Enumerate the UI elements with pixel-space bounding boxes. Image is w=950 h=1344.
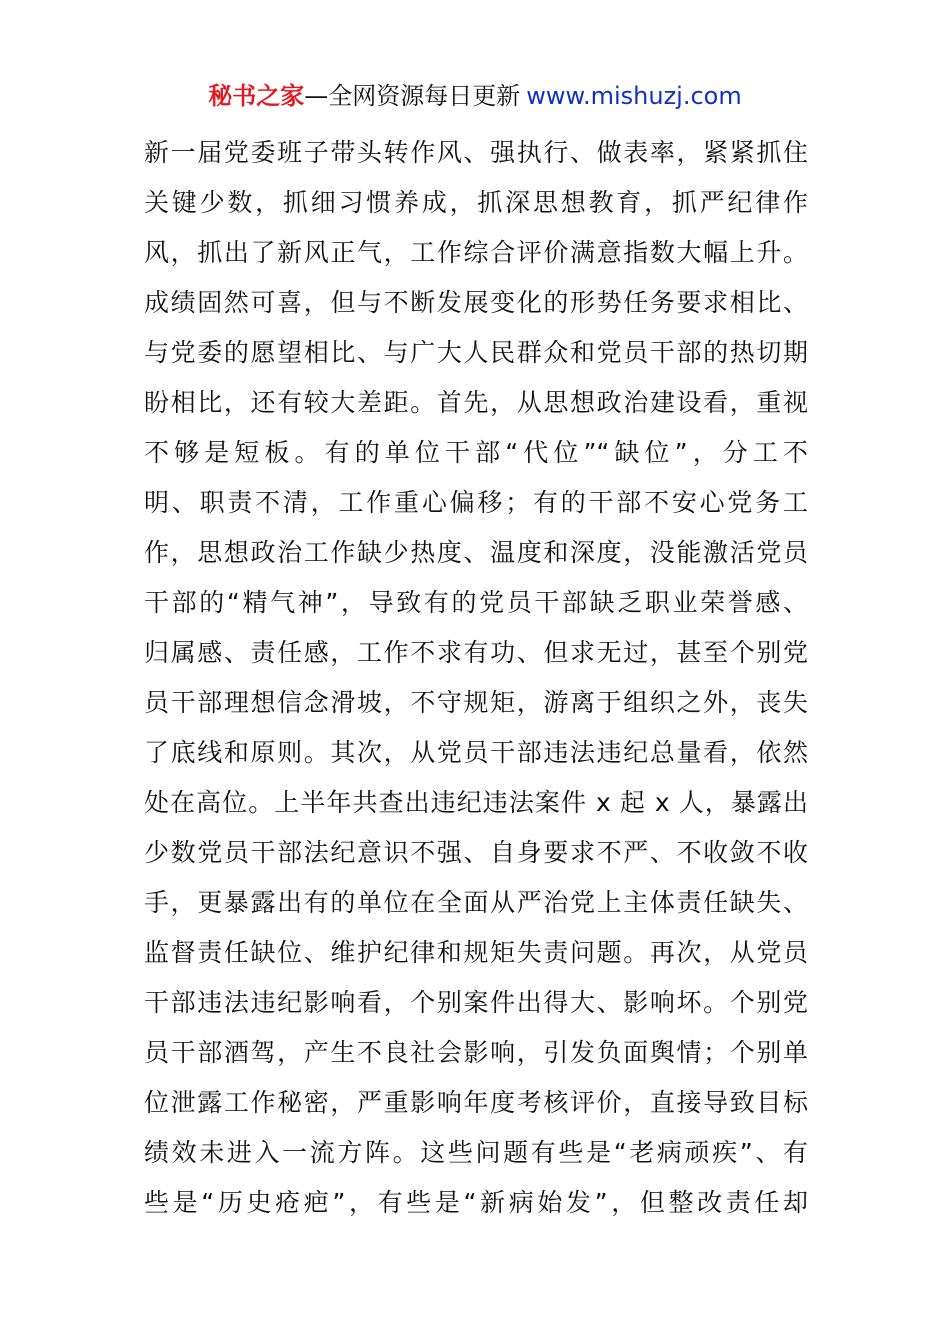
document-line: 干部违法违纪影响看，个别案件出得大、影响坏。个别党 (144, 988, 808, 1017)
document-line: 作，思想政治工作缺少热度、温度和深度，没能激活党员 (144, 538, 808, 567)
document-line: 新一届党委班子带头转作风、强执行、做表率，紧紧抓住 (144, 138, 808, 167)
document-line: 员干部酒驾，产生不良社会影响，引发负面舆情；个别单 (144, 1038, 808, 1067)
site-brand: 秘书之家 (208, 82, 305, 110)
document-line: 些是“历史疮疤”，有些是“新病始发”，但整改责任却 (144, 1188, 808, 1217)
site-header (0, 80, 950, 112)
site-url-link[interactable]: www.mishuzj.com (526, 82, 742, 110)
document-line: 风，抓出了新风正气，工作综合评价满意指数大幅上升。 (144, 238, 808, 267)
document-line: 手，更暴露出有的单位在全面从严治党上主体责任缺失、 (144, 888, 808, 917)
document-line: 明、职责不清，工作重心偏移；有的干部不安心党务工 (144, 488, 808, 517)
document-line: 关键少数，抓细习惯养成，抓深思想教育，抓严纪律作 (144, 188, 808, 217)
document-body (144, 128, 808, 1228)
document-line: 绩效未进入一流方阵。这些问题有些是“老病顽疾”、有 (144, 1138, 808, 1167)
site-tagline: —全网资源每日更新 (304, 82, 521, 110)
document-line: 干部的“精气神”，导致有的党员干部缺乏职业荣誉感、 (144, 588, 808, 617)
document-line: 位泄露工作秘密，严重影响年度考核评价，直接导致目标 (144, 1088, 808, 1117)
document-line: 了底线和原则。其次，从党员干部违法违纪总量看，依然 (144, 738, 808, 767)
document-line: 盼相比，还有较大差距。首先，从思想政治建设看，重视 (144, 388, 808, 417)
document-line: 归属感、责任感，工作不求有功、但求无过，甚至个别党 (144, 638, 808, 667)
document-line: 不够是短板。有的单位干部“代位”“缺位”，分工不 (144, 438, 808, 467)
document-line: 处在高位。上半年共查出违纪违法案件 x 起 x 人，暴露出 (144, 788, 808, 817)
document-line: 与党委的愿望相比、与广大人民群众和党员干部的热切期 (144, 338, 808, 367)
document-line: 监督责任缺位、维护纪律和规矩失责问题。再次，从党员 (144, 938, 808, 967)
document-line: 员干部理想信念滑坡，不守规矩，游离于组织之外，丧失 (144, 688, 808, 717)
document-line: 成绩固然可喜，但与不断发展变化的形势任务要求相比、 (144, 288, 808, 317)
document-line: 少数党员干部法纪意识不强、自身要求不严、不收敛不收 (144, 838, 808, 867)
